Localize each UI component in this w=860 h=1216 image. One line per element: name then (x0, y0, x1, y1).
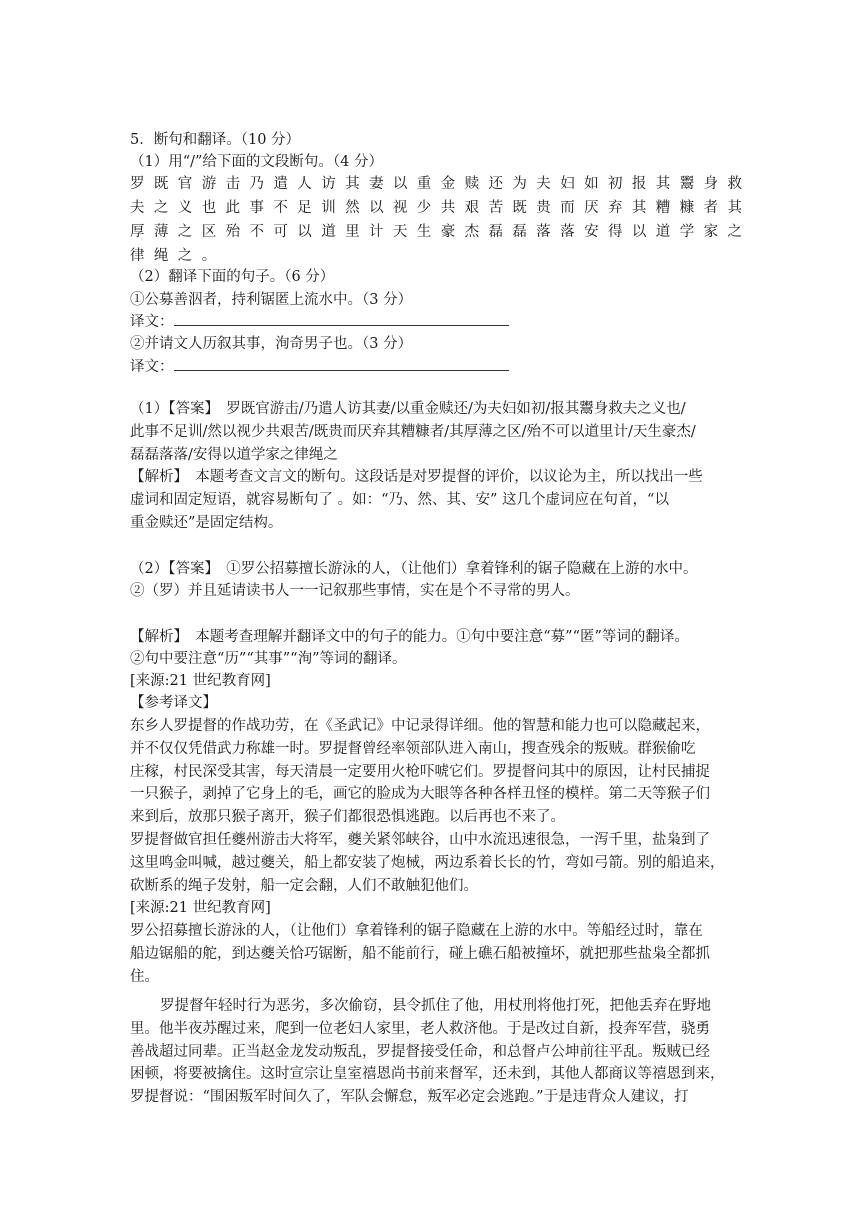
reference-line: 困顿，将要被擒住。这时宣宗让皇室禧恩尚书前来督军，还未到，其他人都商议等禧恩到来， (130, 1066, 725, 1082)
answer-blank (174, 356, 509, 371)
source-tag: [来源:21 世纪教育网] (130, 900, 271, 916)
analysis-1-line: 重金赎还”是固定结构。 (130, 515, 283, 531)
reference-line: 住。 (130, 969, 159, 985)
translation-line-2 (130, 356, 509, 378)
analysis-1-line: 【解析】 本题考查文言文的断句。这段话是对罗提督的评价，以议论为主，所以找出一些 (130, 469, 703, 485)
part1-prompt: （1）用“/”给下面的文段断句。（4 分） (130, 154, 384, 170)
reference-line: 砍断系的绳子发射，船一定会翻，人们不敢触犯他们。 (130, 878, 478, 894)
answer-2-line: （2）【答案】 ①罗公招募擅长游泳的人，（让他们）拿着锋利的锯子隐藏在上游的水中。 (130, 561, 698, 577)
reference-line: 一只猴子，剥掉了它身上的毛，画它的脸成为大眼等各种各样丑怪的模样。第二天等猴子们 (130, 786, 710, 802)
answer-blank (174, 311, 509, 326)
reference-line: 里。他半夜苏醒过来，爬到一位老妇人家里，老人救济他。于是改过自新，投奔军营，骁勇 (130, 1021, 710, 1037)
answer-1-line: （1）【答案】 罗既官游击/乃遣人访其妻/以重金赎还/为夫妇如初/报其鬻身救夫之义也/ (130, 401, 686, 417)
answer-1-line: 此事不足训/然以视少共艰苦/既贵而厌弃其糟糠者/其厚薄之区/殆不可以道里计/天生豪杰/ (130, 424, 696, 440)
reference-line: 来到后，放那只猴子离开，猴子们都很恐惧逃跑。以后再也不来了。 (130, 809, 565, 825)
reference-line: 并不仅仅凭借武力称雄一时。罗提督曾经率领部队进入南山，搜查残余的叛贼。群猴偷吃 (130, 741, 696, 757)
analysis-2-line: ②句中要注意“历”“其事”“洵”等词的翻译。 (130, 651, 407, 667)
answer-2-line: ②（罗）并且延请读书人一一记叙那些事情，实在是个不寻常的男人。 (130, 583, 580, 599)
passage-line: 夫之义也此事不足训然以视少共艰苦既贵而厌弃其糟糠者其 (130, 200, 752, 216)
translation-label: 译文： (130, 359, 174, 375)
source-tag: [来源:21 世纪教育网] (130, 673, 271, 689)
reference-line: 罗公招募擅长游泳的人，（让他们）拿着锋利的锯子隐藏在上游的水中。等船经过时，靠在 (130, 923, 703, 939)
translation-label: 译文： (130, 314, 174, 330)
reference-line: 善战超过同辈。正当赵金龙发动叛乱，罗提督接受任命，和总督卢公坤前往平乱。叛贼已经 (130, 1044, 710, 1060)
reference-line: 庄稼，村民深受其害，每天清晨一定要用火枪吓唬它们。罗提督问其中的原因，让村民捕捉 (130, 764, 710, 780)
translation-line-1 (130, 311, 509, 333)
part2-prompt: （2）翻译下面的句子。（6 分） (130, 269, 335, 285)
answer-1-line: 磊磊落落/安得以道学家之律绳之 (130, 447, 338, 463)
reference-line: 这里鸣金叫喊，越过夔关，船上都安装了炮械，两边系着长长的竹，弯如弓箭。别的船追来， (130, 855, 725, 871)
reference-translation-title: 【参考译文】 (130, 695, 217, 711)
reference-line: 罗提督做官担任夔州游击大将军，夔关紧邻峡谷，山中水流迅速很急，一泻千里，盐枭到了 (130, 832, 710, 848)
analysis-1-line: 虚词和固定短语，就容易断句了 。如：“乃、然、其、安” 这几个虚词应在句首，“以 (130, 492, 669, 508)
passage-line: 律绳之。 (130, 248, 226, 264)
sentence-1: ①公募善泅者，持利锯匿上流水中。（3 分） (130, 292, 413, 308)
reference-line: 罗提督说：“围困叛军时间久了，军队会懈怠，叛军必定会逃跑。”于是违背众人建议，打 (130, 1089, 689, 1105)
passage-line: 罗既官游击乃遣人访其妻以重金赎还为夫妇如初报其鬻身救 (130, 176, 752, 192)
sentence-2: ②并请文人历叙其事，洵奇男子也。（3 分） (130, 336, 413, 352)
question-title: 5．断句和翻译。（10 分） (130, 132, 301, 148)
reference-line: 船边锯船的舵，到达夔关恰巧锯断，船不能前行，碰上礁石船被撞坏，就把那些盐枭全都抓 (130, 946, 710, 962)
analysis-2-line: 【解析】 本题考查理解并翻译文中的句子的能力。①句中要注意“募”“匿”等词的翻译。 (130, 629, 689, 645)
passage-line: 厚薄之区殆不可以道里计天生豪杰磊磊落落安得以道学家之 (130, 224, 752, 240)
reference-line: 罗提督年轻时行为恶劣，多次偷窃，县令抓住了他，用杖刑将他打死，把他丢弃在野地 (160, 998, 711, 1014)
reference-line: 东乡人罗提督的作战功劳，在《圣武记》中记录得详细。他的智慧和能力也可以隐藏起来， (130, 718, 710, 734)
